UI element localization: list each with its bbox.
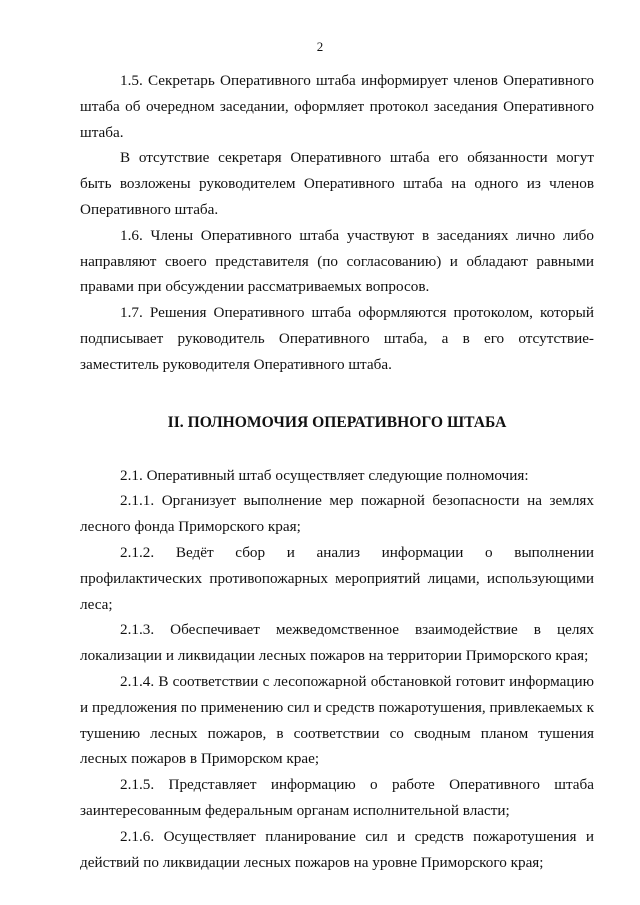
paragraph-secretary-absence: В отсутствие секретаря Оперативного штаба его обязанности могут быть возложены руководителем Оперативного штаба на одного из членов Оперативного штаба. [80,149,594,218]
section-heading: II. ПОЛНОМОЧИЯ ОПЕРАТИВНОГО ШТАБА [167,413,507,431]
paragraph-2-1-5: 2.1.5. Представляет информацию о работе Оперативного штаба заинтересованным федеральным органам исполнительной власти; [80,776,594,819]
paragraph-2-1-3: 2.1.3. Обеспечивает межведомственное взаимодействие в целях локализации и ликвидации лесных пожаров на территории Приморского края; [80,621,594,665]
paragraph-2-1-4: 2.1.4. В соответствии с лесопожарной обстановкой готовит информацию и предложения по применению сил и средств пожаротушения, привлекаемых к тушению лесных пожаров, в соответствии со сводным планом тушения лесных пожаров в Приморском крае; [80,672,594,768]
paragraph-1-6: 1.6. Члены Оперативного штаба участвуют в заседаниях лично либо направляют своего представителя (по согласованию) и обладают равными правами при обсуждении рассматриваемых вопросов. [80,226,594,296]
page-number: 2 [316,39,324,54]
paragraph-1-7: 1.7. Решения Оперативного штаба оформляются протоколом, который подписывает руководитель Оперативного штаба, а в его отсутствие-заместитель руководителя Оперативного штаба. [80,304,594,373]
paragraph-2-1-6: 2.1.6. Осуществляет планирование сил и средств пожаротушения и действий по ликвидации лесных пожаров на уровне Приморского края; [80,827,594,871]
paragraph-2-1-2: 2.1.2. Ведёт сбор и анализ информации о выполнении профилактических противопожарных мероприятий лицами, использующими леса; [80,543,594,613]
paragraph-1-5: 1.5. Секретарь Оперативного штаба информирует членов Оперативного штаба об очередном заседании, оформляет протокол заседания Оперативного штаба. [80,72,594,141]
document-body [80,68,594,875]
paragraph-2-1: 2.1. Оперативный штаб осуществляет следующие полномочия: [120,466,529,484]
paragraph-2-1-1: 2.1.1. Организует выполнение мер пожарной безопасности на землях лесного фонда Приморского края; [80,492,594,536]
